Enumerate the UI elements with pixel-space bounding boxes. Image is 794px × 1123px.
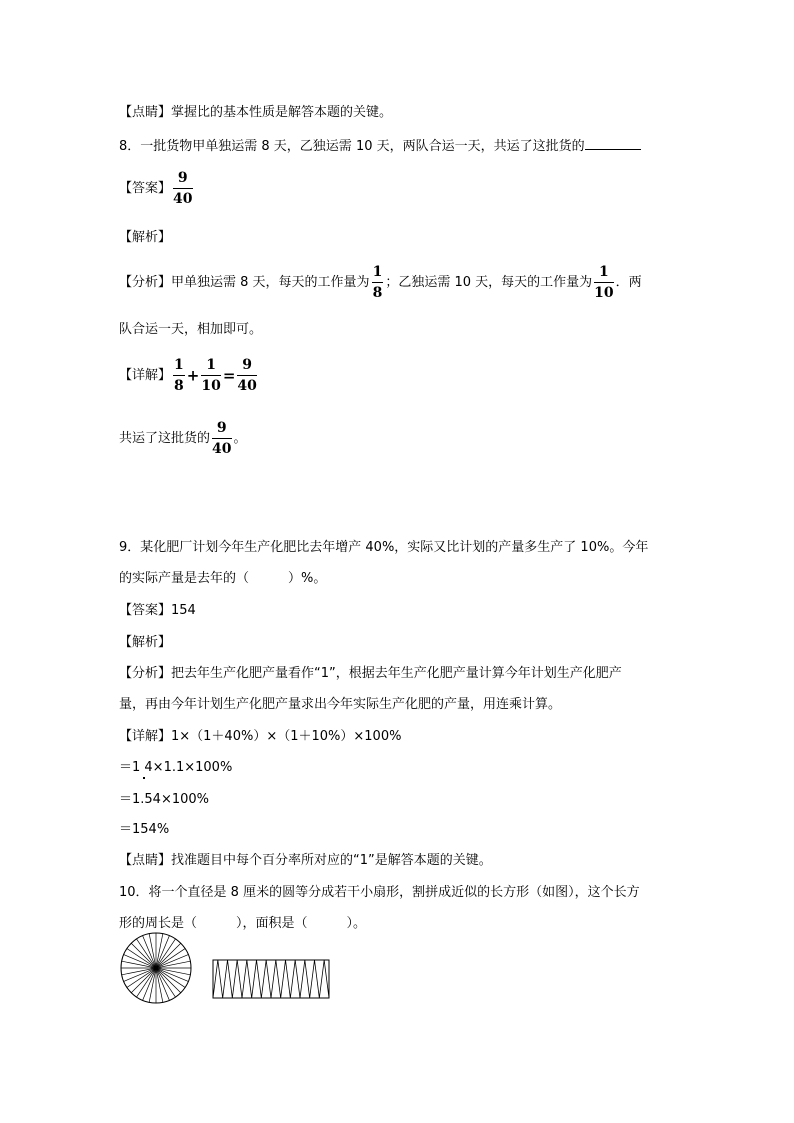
denominator: 10 [594,285,614,301]
circle-center [154,966,159,971]
equals-sign: = [222,366,236,385]
numerator: 9 [212,420,231,439]
fenxi-text-line2: 队合运一天，相加即可。 [119,322,263,337]
tip-label: 【点睛】 [119,105,172,120]
detail-label: 【详解】 [119,368,172,383]
tip-text: 掌握比的基本性质是解答本题的关键。 [171,105,393,120]
q8-fenxi [119,264,642,301]
q9-fenxi-line2: 量，再由今年计划生产化肥产量求出今年实际生产化肥的产量，用连乘计算。 [119,697,562,712]
question-text: 8．一批货物甲单独运需 8 天，乙独运需 10 天，两队合运一天，共运了这批货的 [119,139,585,154]
fenxi-text: ．两 [615,275,642,290]
fraction [201,357,220,394]
fenxi-text: 甲单独运需 8 天，每天的工作量为 [171,275,370,290]
q9-detail-line1: 【详解】1×（1＋40%）×（1＋10%）×100% [119,729,402,744]
q8-conclusion [119,420,247,457]
fraction [212,420,231,457]
numerator: 1 [594,264,613,283]
answer-blank [585,137,641,150]
analysis-label: 【解析】 [119,635,172,650]
numerator: 1 [173,357,185,376]
decimal-dot [143,777,145,779]
q9-detail-line3: ＝1.54×100% [119,792,210,807]
question-10-line2: 形的周长是（ ），面积是（ ）。 [119,916,367,931]
fraction [173,357,185,394]
fenxi-text: ；乙独运需 10 天，每天的工作量为 [385,275,593,290]
q8-answer [119,170,195,207]
fraction [237,357,256,394]
conclusion-text: 。 [233,431,247,446]
fraction [173,170,192,207]
q9-detail-line4: ＝154% [119,822,170,837]
q9-fenxi-line1: 【分析】把去年生产化肥产量看作“1”，根据去年生产化肥产量计算今年计划生产化肥产 [119,666,622,681]
q9-detail-line2: ＝1 4×1.1×100% [119,760,233,775]
denominator: 8 [372,285,383,301]
denominator: 10 [201,378,221,394]
rectangle-outline [213,960,329,998]
divided-circle-figure [118,930,194,1006]
analysis-label: 【解析】 [119,230,172,245]
numerator: 9 [237,357,256,376]
conclusion-text: 共运了这批货的 [119,431,211,446]
sector-zigzag [213,960,329,998]
question-10-line1: 10．将一个直径是 8 厘米的圆等分成若干小扇形，割拼成近似的长方形（如图），这个长方 [119,885,640,900]
fenxi-label: 【分析】 [119,275,172,290]
fraction [372,264,384,301]
denominator: 40 [237,378,257,394]
plus-sign: + [186,366,200,385]
question-9-line2: 的实际产量是去年的（ ）%。 [119,571,327,586]
denominator: 8 [174,378,184,394]
numerator: 1 [201,357,220,376]
rearranged-rectangle-figure [211,958,331,1000]
denominator: 40 [212,441,232,457]
fraction [594,264,613,301]
numerator: 9 [173,170,192,189]
question-8 [119,137,641,155]
denominator: 40 [173,191,193,207]
q8-detail [119,357,259,394]
q9-tip: 【点睛】找准题目中每个百分率所对应的“1”是解答本题的关键。 [119,853,492,868]
numerator: 1 [372,264,384,283]
previous-tip [119,105,392,121]
q9-answer: 【答案】154 [119,603,196,618]
question-9-line1: 9．某化肥厂计划今年生产化肥比去年增产 40%，实际又比计划的产量多生产了 10%。今年 [119,540,649,555]
answer-label: 【答案】 [119,181,172,196]
